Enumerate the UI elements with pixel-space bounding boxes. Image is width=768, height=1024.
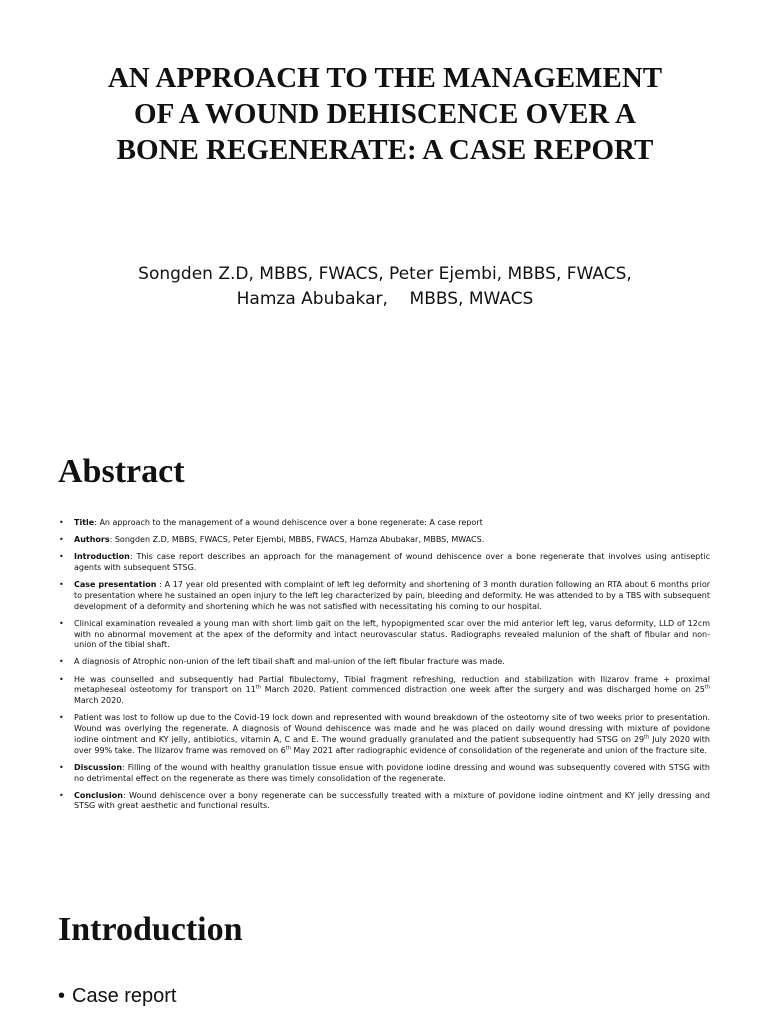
introduction-list xyxy=(58,983,177,1009)
abstract-item-title xyxy=(58,518,710,529)
abstract-item-follow-up xyxy=(58,713,710,756)
ordinal-suffix: th xyxy=(255,684,261,691)
abstract-title-text: : An approach to the management of a wound dehiscence over a bone regenerate: A case report xyxy=(94,518,483,527)
abstract-item-introduction xyxy=(58,552,710,574)
abstract-clinical-text: Clinical examination revealed a young man with short limb gait on the left, hypopigmented scar over the mid anterior left leg, varus deformity, LLD of 12cm with no abnormal movement at the apex of the deformity and intact neurovascular status. Radiographs revealed malunion of the shaft of fibular and non-union of the tibial shaft. xyxy=(74,618,710,650)
abstract-item-discussion xyxy=(58,763,710,785)
abstract-authors-text: : Songden Z.D, MBBS, FWACS, Peter Ejembi, MBBS, FWACS, Hamza Abubakar, MBBS, MWACS. xyxy=(109,535,485,545)
abstract-diagnosis-text: A diagnosis of Atrophic non-union of the left tibail shaft and mal-union of the left fibular fracture was made. xyxy=(74,657,505,667)
abstract-counsel-text-c: March 2020. xyxy=(74,696,124,706)
ordinal-suffix: th xyxy=(644,734,650,741)
abstract-introduction-text: : This case report describes an approach for the management of wound dehiscence over a bone regenerate that involves using antiseptic agents with subsequent STSG. xyxy=(74,552,710,572)
author-list xyxy=(60,262,710,312)
abstract-conclusion-text: : Wound dehiscence over a bony regenerate can be successfully treated with a mixture of povidone iodine ointment and KY jelly dressing and STSG with great aesthetic and functional results. xyxy=(74,790,710,811)
abstract-authors-label: Authors xyxy=(74,535,110,545)
paper-title: AN APPROACH TO THE MANAGEMENT OF A WOUND DEHISCENCE OVER A BONE REGENERATE: A CASE REPORT xyxy=(107,62,663,166)
abstract-case-label: Case presentation xyxy=(74,580,157,590)
abstract-item-authors xyxy=(58,535,710,546)
abstract-item-diagnosis xyxy=(58,657,710,668)
abstract-followup-text-b: July 2020 with over 99% take. The Ilizarov frame was removed on 6 xyxy=(74,734,710,755)
abstract-introduction-label: Introduction xyxy=(74,552,130,562)
abstract-item-conclusion xyxy=(58,791,710,813)
ordinal-suffix: th xyxy=(704,684,711,691)
abstract-heading: Abstract xyxy=(58,453,185,490)
authors-line-2: Hamza Abubakar, MBBS, MWACS xyxy=(236,289,534,309)
abstract-case-text: : A 17 year old presented with complaint of left leg deformity and shortening of 3 month duration following an RTA about 6 months prior to presentation where he sustained an open injury to the left leg characterized by pain, bleeding and deformity. He was attended to by a TBS with subsequent development of a deformity and shortening which he was not satisfied with necessitating his coming to our hospital. xyxy=(74,580,711,611)
abstract-counsel-text-a: He was counselled and subsequently had Partial fibulectomy, Tibial fragment refreshing, reduction and stabilization with Ilizarov frame + proximal metapheseal osteotomy for transport on 11 xyxy=(74,674,710,695)
abstract-followup-text-c: May 2021 after radiographic evidence of consolidation of the regenerate and union of the fracture site. xyxy=(290,745,707,755)
abstract-counsel-text-b: March 2020. Patient commenced distraction one week after the surgery and was discharged home on 25 xyxy=(260,685,705,695)
ordinal-suffix: th xyxy=(285,744,291,751)
introduction-bullet-case-report: • Case report xyxy=(58,983,177,1009)
abstract-item-clinical-examination xyxy=(58,619,710,651)
abstract-discussion-text: : Filling of the wound with healthy granulation tissue ensue with povidone iodine dressing and wound was subsequently covered with STSG with no detrimental effect on the regenerate as there was timely consolidation of the regenerate. xyxy=(74,762,710,783)
introduction-heading: Introduction xyxy=(58,911,243,948)
abstract-followup-text-a: Patient was lost to follow up due to the Covid-19 lock down and represented with wound breakdown of the osteotomy site of two weeks prior to presentation. Wound was overlying the regenerate. A diagnosis of Wound dehiscence was made and he was placed on daily wound dressing with mixture of povidone iodine ointment and KY jelly, antibiotics, vitamin A, C and E. The wound gradually granulated and the patient subsequently had STSG on 29 xyxy=(74,713,710,744)
abstract-item-treatment xyxy=(58,675,710,707)
abstract-conclusion-label: Conclusion xyxy=(74,790,123,800)
abstract-item-case-presentation xyxy=(58,580,710,612)
abstract-list xyxy=(58,518,710,819)
authors-line-1: Songden Z.D, MBBS, FWACS, Peter Ejembi, MBBS, FWACS, xyxy=(138,264,632,284)
abstract-discussion-label: Discussion xyxy=(74,762,123,772)
abstract-title-label: Title xyxy=(74,518,95,527)
